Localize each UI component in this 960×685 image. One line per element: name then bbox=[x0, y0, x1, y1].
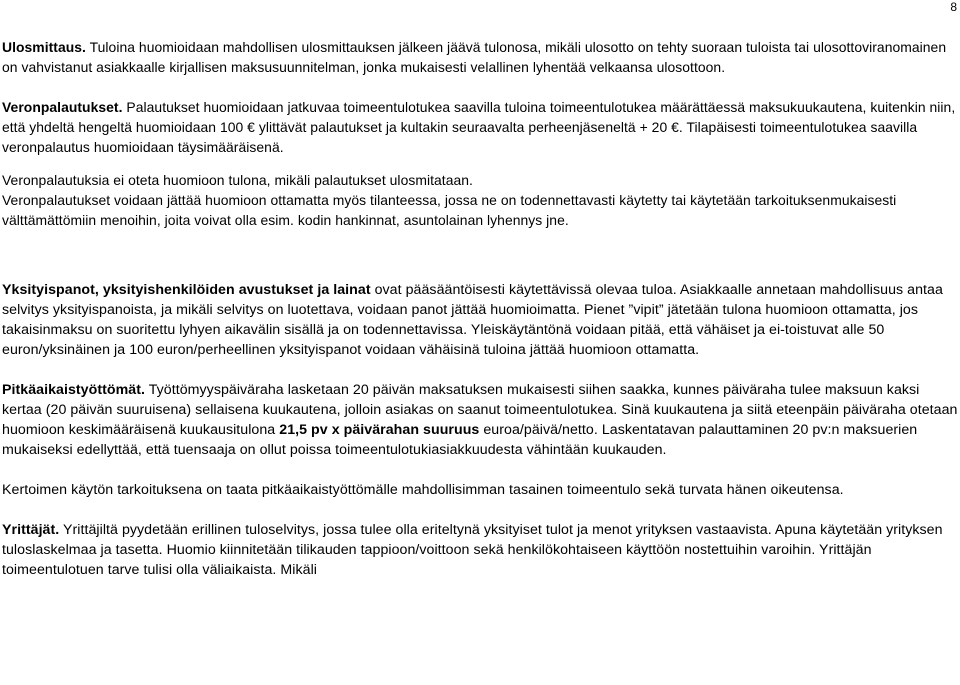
paragraph-veronpalautukset-menot: Veronpalautukset voidaan jättää huomioon ottamatta myös tilanteessa, jossa ne on todennettavasti käytetty tai käytetään tarkoituksenmukaisesti välttämättömiin menoihin, joita voivat olla esim. kodin hankinnat, asuntolainan lyhennys jne. bbox=[2, 192, 897, 228]
heading-pitkaaikaistyottomat: Pitkäaikaistyöttömät. bbox=[2, 382, 145, 398]
paragraph-yrittajat bbox=[2, 520, 958, 580]
text-pitkaaikaistyottomat-2: euroa/päivä/netto. Laskentatavan palauttaminen 20 pv:n maksuerien mukaiseksi edellyttää, että tuensaaja on ollut poissa toimeentulotukiasiakkuudesta vähintään kuukauden. bbox=[2, 422, 918, 458]
text-ulosmittaus: Tuloina huomioidaan mahdollisen ulosmittauksen jälkeen jäävä tulonosa, mikäli ulosotto on tehty suoraan tuloista tai ulosottoviranomainen on vahvistanut asiakkaalle kirjallisen maksusuunnitelman, jonka mukaisesti velallinen lyhentää velkaansa ulosottoon. bbox=[2, 39, 947, 75]
paragraph-veronpalautukset-ulosmitataan: Veronpalautuksia ei oteta huomioon tulona, mikäli palautukset ulosmitataan. bbox=[2, 172, 473, 188]
heading-ulosmittaus: Ulosmittaus. bbox=[2, 39, 86, 55]
paragraph-veronpalautukset bbox=[2, 97, 958, 157]
heading-veronpalautukset: Veronpalautukset. bbox=[2, 99, 123, 115]
paragraph-yksityispanot bbox=[2, 280, 958, 360]
paragraph-kerroin: Kertoimen käytön tarkoituksena on taata pitkäaikaistyöttömälle mahdollisimman tasainen toimeentulo sekä turvata hänen oikeutensa. bbox=[2, 482, 844, 498]
text-yksityispanot: ovat pääsääntöisesti käytettävissä olevaa tuloa. Asiakkaalle annetaan mahdollisuus antaa selvitys yksityispanoista, ja mikäli selvitys on luotettava, voidaan panot jättää huomioimatta. Pienet ”vipit” jätetään tulona huomioon ottamatta, jos takaisinmaksu on suoritettu lyhyen aikavälin sisällä ja on todennettavissa. Yleiskäytäntönä voidaan pitää, että vähäiset ja ei-toistuvat alle 50 euron/yksinäinen ja 100 euron/perheellinen yksityispanot voidaan vähäisinä tuloina jättää huomioon ottamatta. bbox=[2, 282, 943, 358]
paragraph-ulosmittaus bbox=[2, 37, 958, 77]
emphasis-paivaraha: 21,5 pv x päivärahan suuruus bbox=[279, 422, 480, 438]
document-body bbox=[2, 37, 958, 580]
text-yrittajat: Yrittäjiltä pyydetään erillinen tuloselvitys, jossa tulee olla eriteltynä yksityiset tulot ja menot yrityksen vastaavista. Apuna käytetään yrityksen tuloslaskelmaa ja tasetta. Huomio kiinnitetään tilikauden tappioon/voittoon sekä henkilökohtaiseen käyttöön nostettuihin varoihin. Yrittäjän toimeentulotuen tarve tulisi olla väliaikaista. Mikäli bbox=[2, 522, 943, 578]
text-pitkaaikaistyottomat-1: Työttömyyspäiväraha lasketaan 20 päivän maksatuksen mukaisesti siihen saakka, kunnes päiväraha tulee maksuun kaksi kertaa (20 päivän suuruisena) sellaisena kuukautena, jolloin asiakas on saanut toimeentulotukea. Sinä kuukautena ja siitä eteenpäin päiväraha otetaan huomioon keskimääräisenä kuukausitulona bbox=[2, 382, 958, 438]
heading-yksityispanot: Yksityispanot, yksityishenkilöiden avustukset ja lainat bbox=[2, 282, 371, 298]
page-number: 8 bbox=[950, 0, 957, 14]
text-veronpalautukset: Palautukset huomioidaan jatkuvaa toimeentulotukea saavilla tuloina toimeentulotukea määrättäessä maksukuukautena, kuitenkin niin, että yhdeltä hengeltä huomioidaan 100 € ylittävät palautukset ja kultakin seuraavalta perheenjäseneltä + 20 €. Tilapäisesti toimeentulotukea saavilla veronpalautus huomioidaan täysimääräisenä. bbox=[2, 99, 956, 155]
paragraph-pitkaaikaistyottomat bbox=[2, 380, 958, 460]
heading-yrittajat: Yrittäjät. bbox=[2, 522, 60, 538]
